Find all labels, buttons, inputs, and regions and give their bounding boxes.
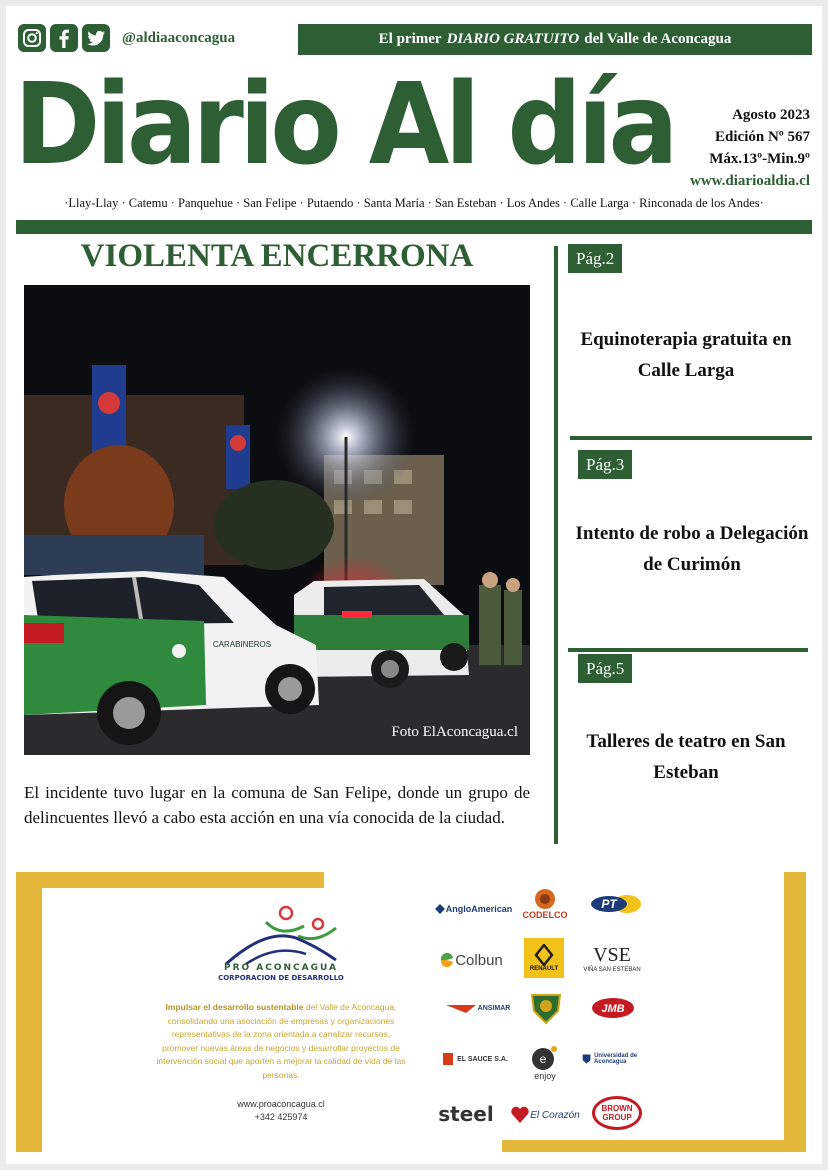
sponsor-logo[interactable]: Colbun [436, 944, 506, 976]
sponsor-subtitle: CORPORACION DE DESARROLLO [218, 974, 344, 982]
sponsor-logo[interactable] [584, 888, 646, 920]
heart-icon [510, 1106, 530, 1124]
main-story-photo[interactable] [24, 285, 530, 755]
newspaper-page [6, 6, 822, 1164]
issue-info [690, 104, 810, 192]
sponsor-frame [784, 872, 806, 1152]
sponsor-description-text: del Valle de Aconcagua, consolidando una asociación de empresas y organizaciones representativas de la zona orientada a canalizar recursos, promover nuevas áreas de negocios y desarrollar proyectos de intervención social que aporten a mejorar la calidad de vida de las personas. [156, 1002, 406, 1080]
codelco-icon [532, 888, 558, 910]
twitter-icon[interactable] [82, 24, 110, 52]
tagline-start: El primer [378, 31, 442, 47]
masthead-title: Diario Al día [14, 60, 675, 190]
social-bar [18, 24, 235, 52]
sponsor-frame [16, 872, 42, 1152]
header-divider [16, 220, 812, 234]
svg-text:JMB: JMB [601, 1003, 625, 1015]
sponsor-frame [502, 1140, 804, 1152]
sponsor-name: PRO ACONCAGUA [223, 963, 339, 973]
tagline-end: del Valle de Aconcagua [584, 31, 732, 47]
sponsor-logo[interactable]: El Corazón [506, 1100, 584, 1130]
issue-weather: Máx.13º-Min.9º [709, 151, 810, 167]
svg-text:CARABINEROS: CARABINEROS [212, 640, 272, 649]
sponsor-logo[interactable]: VSE VIÑA SAN ESTEBAN [583, 943, 641, 973]
issue-edition: Edición Nº 567 [715, 129, 810, 145]
facebook-icon[interactable] [50, 24, 78, 52]
sponsor-description [156, 1001, 406, 1082]
sponsor-logo[interactable] [586, 990, 640, 1026]
svg-text:e: e [539, 1052, 547, 1066]
sponsor-website[interactable]: www.proaconcagua.cl [237, 1099, 325, 1109]
jmb-icon [591, 997, 635, 1019]
side-divider [570, 436, 812, 440]
side-divider [568, 648, 808, 652]
side-story-title[interactable]: Talleres de teatro en San Esteban [586, 731, 786, 783]
sponsor-logo[interactable]: AngloAmerican [432, 896, 514, 922]
sponsor-logo[interactable]: EL SAUCE S.A. [442, 1044, 508, 1074]
sponsor-contact [181, 1098, 381, 1124]
tagline-emphasis: DIARIO GRATUITO [446, 31, 580, 47]
side-story-title[interactable]: Intento de robo a Delegación de Curimón [575, 523, 809, 575]
brown-group-logo: BROWN GROUP [592, 1096, 642, 1130]
sponsor-phone: +342 425974 [254, 1112, 308, 1122]
sponsor-logo[interactable]: Universidad de Aconcagua [582, 1046, 644, 1072]
social-handle[interactable]: @aldiaaconcagua [122, 29, 236, 46]
ansimar-icon [444, 1002, 478, 1014]
sponsor-description-bold: Impulsar el desarrollo sustentable [165, 1002, 304, 1012]
renault-icon [534, 944, 554, 966]
page-badge-3[interactable]: Pág.3 [578, 450, 632, 479]
sponsor-logo[interactable]: RENAULT [524, 938, 564, 978]
shield-icon [528, 991, 564, 1025]
sponsor-logo[interactable]: steel [438, 1102, 494, 1126]
tagline-banner [298, 24, 812, 55]
photo-credit: Foto ElAconcagua.cl [391, 724, 518, 740]
instagram-icon[interactable] [18, 24, 46, 52]
el-sauce-icon [442, 1052, 454, 1066]
page-badge-2[interactable]: Pág.2 [568, 244, 622, 273]
main-headline[interactable]: VIOLENTA ENCERRONA [80, 238, 474, 274]
pt-los-andes-icon [587, 890, 643, 918]
enjoy-icon [530, 1043, 560, 1071]
main-story-lead: El incidente tuvo lugar en la comuna de San Felipe, donde un grupo de delincuentes llevó a cabo esta acción en una vía conocida de la ciudad. [24, 783, 530, 827]
sponsor-logo[interactable] [526, 990, 566, 1026]
angloamerican-icon [434, 903, 446, 915]
website-link[interactable]: www.diarioaldia.cl [689, 173, 810, 189]
svg-text:PT: PT [601, 897, 617, 911]
page-badge-5[interactable]: Pág.5 [578, 654, 632, 683]
sponsor-logo[interactable] [590, 1094, 644, 1132]
sponsor-logo[interactable]: CODELCO [514, 882, 576, 926]
sponsor-logo[interactable]: ANSIMAR [438, 996, 516, 1020]
side-story-title[interactable]: Equinoterapia gratuita en Calle Larga [580, 329, 792, 381]
column-divider [554, 246, 558, 844]
sponsor-logo[interactable]: e enjoy [524, 1036, 566, 1088]
university-icon [582, 1051, 591, 1067]
towns-list: ·Llay-Llay · Catemu · Panquehue · San Felipe · Putaendo · Santa María · San Esteban · Los Andes · Calle Larga · Rinconada de los Andes· [64, 196, 764, 210]
colbun-icon [439, 952, 455, 968]
issue-date: Agosto 2023 [732, 107, 810, 123]
sponsor-frame [16, 872, 324, 888]
